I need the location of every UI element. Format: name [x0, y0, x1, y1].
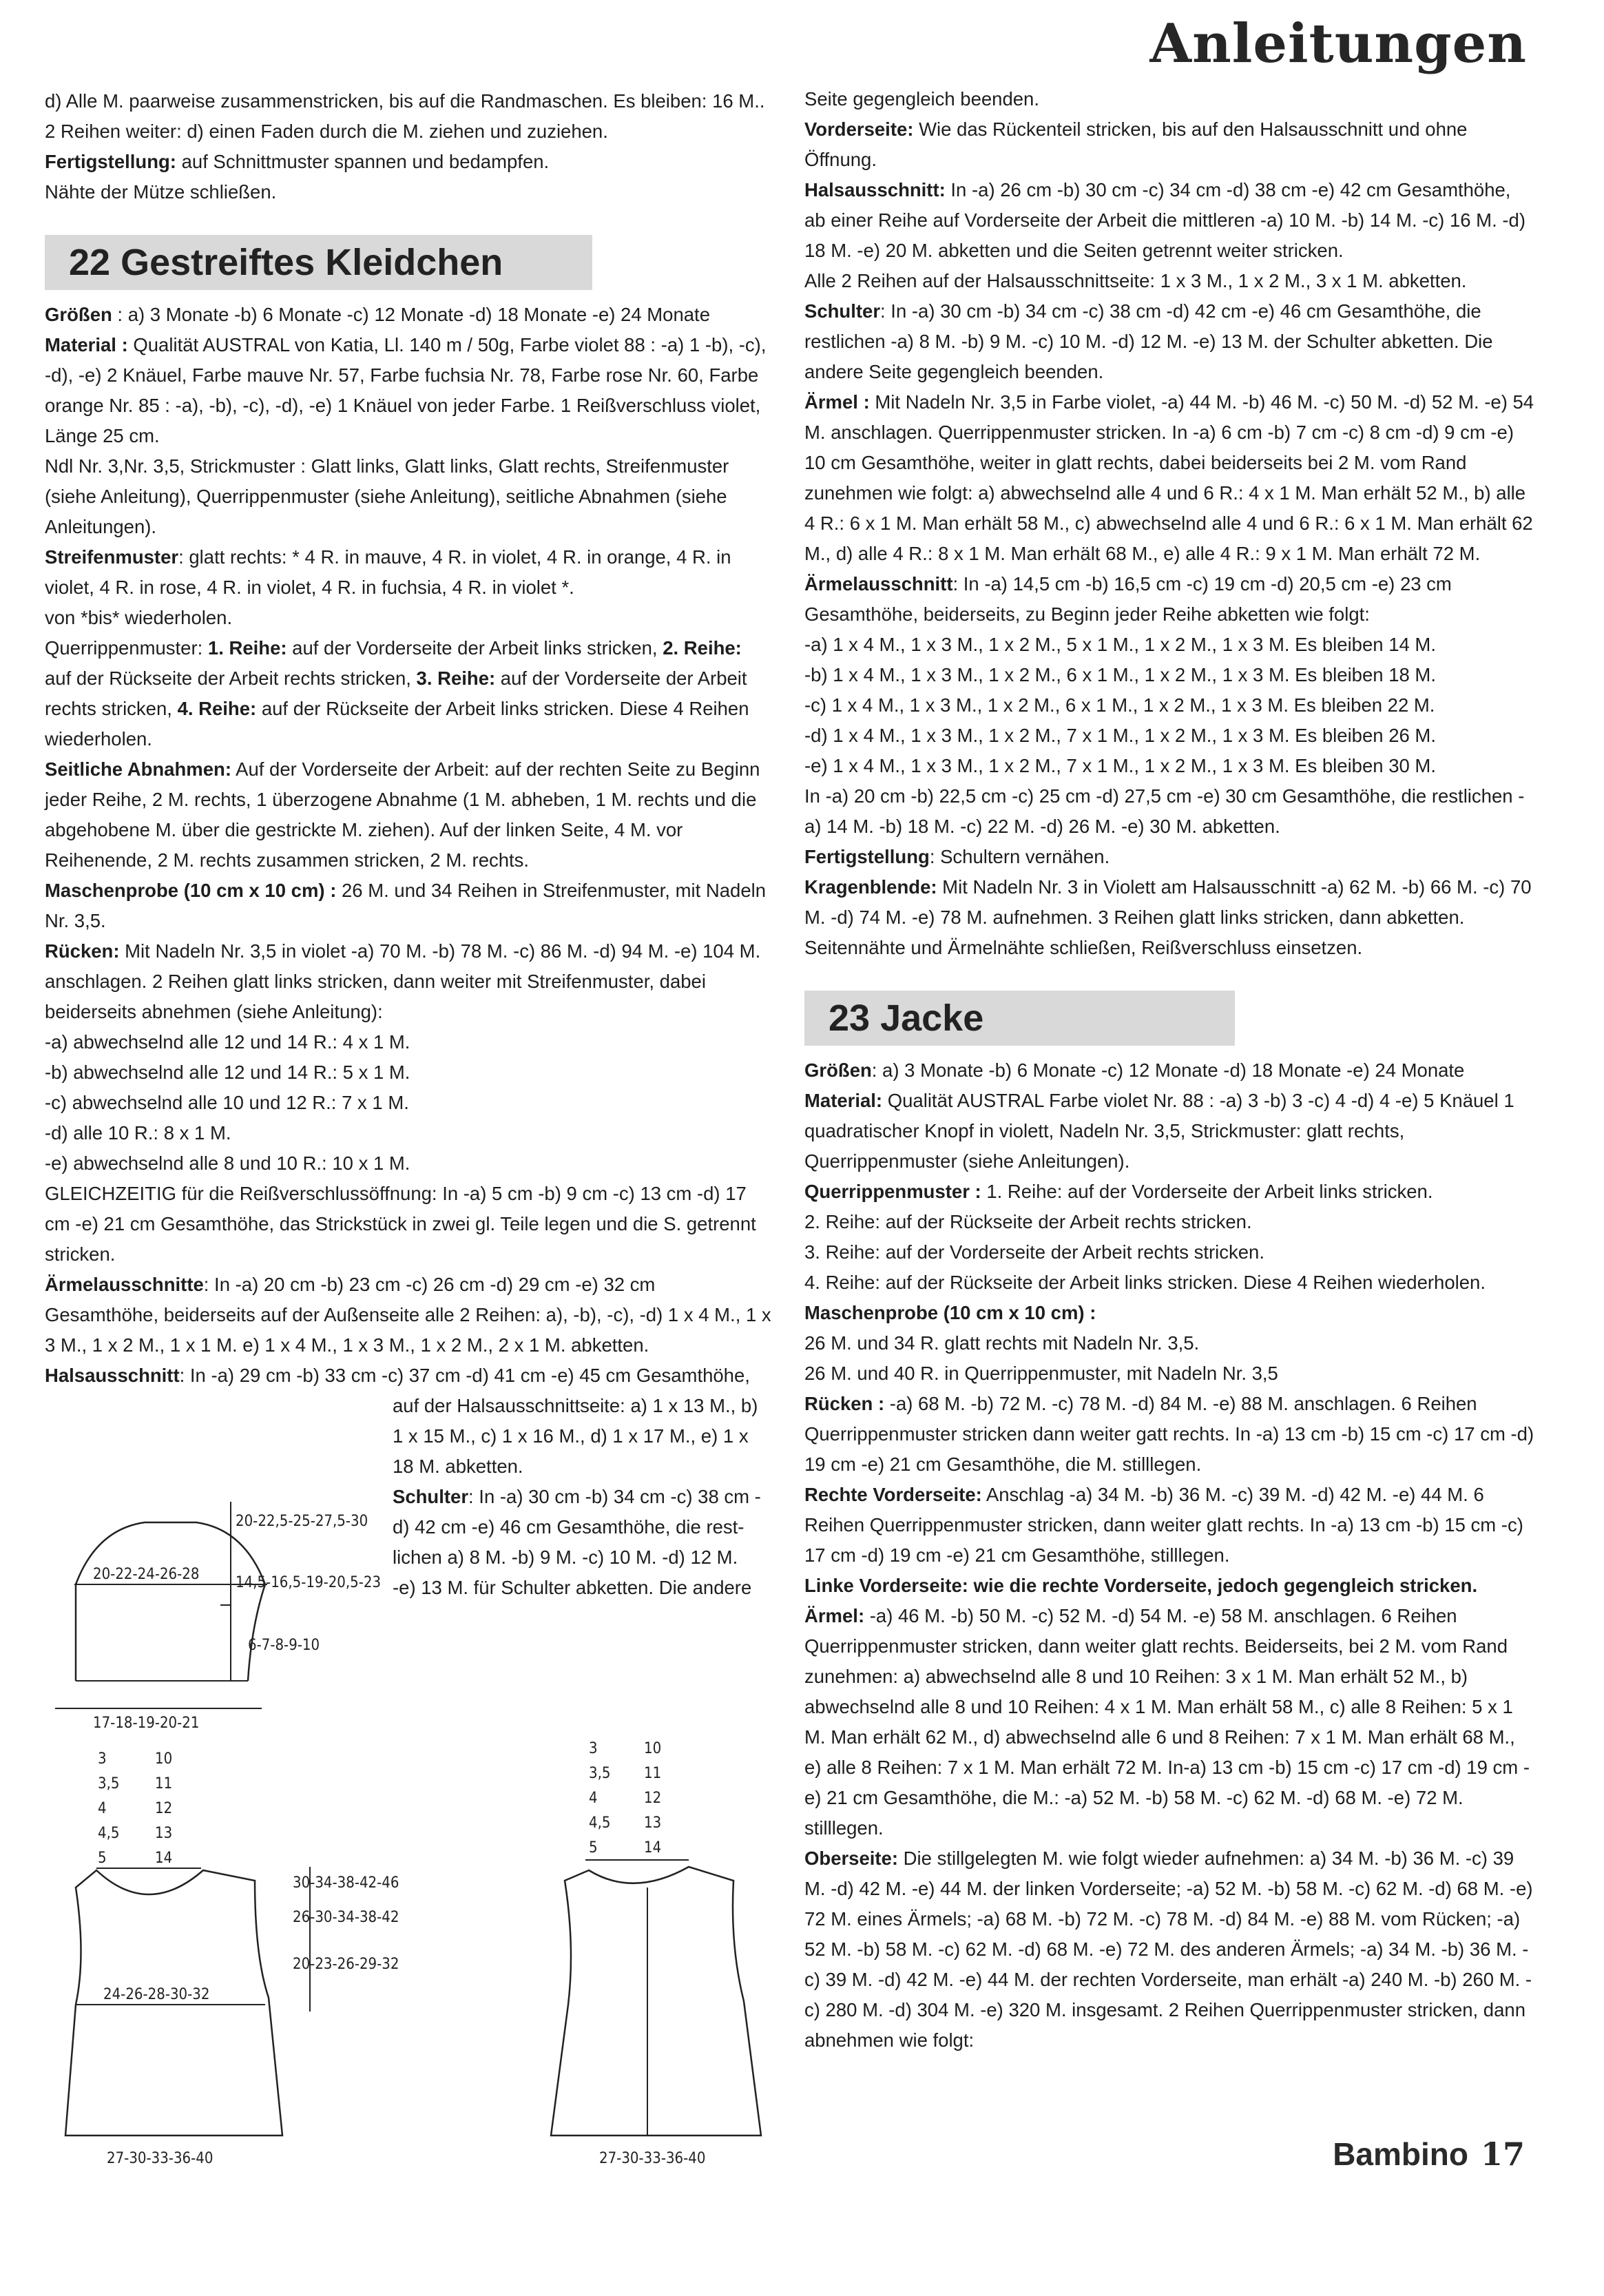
aermelausschnitt-paragraph: [804, 569, 1536, 630]
row-left: 5: [98, 1850, 107, 1867]
label: Schulter: [804, 300, 881, 322]
label: Oberseite:: [804, 1848, 899, 1869]
label: Ärmelausschnitt: [804, 573, 953, 594]
label: Größen: [804, 1059, 872, 1081]
text: Die stillgelegten M. wie folgt wieder aufnehmen: a) 34 M. -b) 36 M. -c) 39 M. -d) 42 M. -e) 44 M. der linken Vorderseite; -a) 52 M. -b) 58 M. -c) 62 M. -d) 68 M. -e) 72 M. eines Ärmels; -a) 68 M. -b) 72 M. -c) 78 M. -d) 84 M. -e) 88 M. vom Rücken; -a) 52 M. -b) 58 M. -c) 62 M. -d) 68 M. -e) 72 M. des anderen Ärmels; -a) 34 M. -b) 36 M. -c) 39 M. -d) 42 M. -e) 44 M. der rechten Vorderseite, man erhält -a) 240 M. -b) 260 M. -c) 280 M. -d) 304 M. -e) 320 M. insgesamt. 2 Reihen Querrippenmuster stricken, dann abnehmen wie folgt:: [804, 1848, 1533, 2051]
ruecken-line: -b) abwechselnd alle 12 und 14 R.: 5 x 1 M.: [45, 1062, 410, 1083]
text: -a) 68 M. -b) 72 M. -c) 78 M. -d) 84 M. -e) 88 M. anschlagen. 6 Reihen Querrippenmuster stricken dann weiter gatt rechts. In -a) 13 cm -b) 15 cm -c) 17 cm -d) 19 cm -e) 21 cm Gesamthöhe, die M. stilllegen.: [804, 1393, 1534, 1475]
dim-label: 20-22,5-25-27,5-30: [236, 1513, 368, 1530]
magazine-name: Bambino: [1333, 2136, 1468, 2172]
ruecken-line: -a) abwechselnd alle 12 und 14 R.: 4 x 1 M.: [45, 1031, 410, 1053]
text-line: Seite gegengleich beenden.: [804, 88, 1039, 110]
groessen-paragraph: [804, 1055, 1536, 1086]
label: Ärmel:: [804, 1605, 865, 1626]
dim-label: 17-18-19-20-21: [93, 1715, 200, 1732]
row-right: 14: [155, 1850, 173, 1867]
intro-line: 2 Reihen weiter: d) einen Faden durch die M. ziehen und zuziehen.: [45, 121, 608, 142]
row-right: 13: [644, 1814, 662, 1832]
text: : In -a) 30 cm -b) 34 cm -c) 38 cm -d) 42 cm -e) 46 cm Gesamthöhe, die restlichen -a) 8 M. -b) 9 M. -c) 10 M. -d) 12 M. -e) 13 M. der Schulter abketten. Die andere Seite gegengleich beenden.: [804, 300, 1493, 382]
text: 26 M. und 34 Reihen in Streifenmuster, mit Nadeln Nr. 3,5.: [45, 880, 767, 931]
intro-fertigstellung: [45, 147, 771, 177]
text: Mit Nadeln Nr. 3,5 in Farbe violet, -a) 44 M. -b) 46 M. -c) 50 M. -d) 52 M. -e) 54 M. anschlagen. Querrippenmuster stricken. In -a) 6 cm -b) 7 cm -c) 8 cm -d) 9 cm -e) 10 cm Gesamthöhe, weiter in glatt rechts, dabei beiderseits bei 2 M. vom Rand zunehmen wie folgt: a) abwechselnd alle 4 und 6 R.: 4 x 1 M. Man erhält 52 M., b) alle 4 R.: 6 x 1 M. Man erhält 58 M., c) abwechselnd alle 4 und 6 R.: 6 x 1 M. Man erhält 62 M., d) alle 4 R.: 8 x 1 M. Man erhält 68 M., e) alle 4 R.: 9 x 1 M. Man erhält 72 M.: [804, 391, 1534, 564]
hals-cont-line: auf der Halsausschnittseite: a) 1 x 13 M., b): [393, 1395, 758, 1416]
dim-label: 26-30-34-38-42: [293, 1909, 399, 1926]
text: auf der Vorderseite der Arbeit links stricken,: [287, 637, 663, 659]
dim-label: 27-30-33-36-40: [107, 2150, 213, 2167]
hals-cont-line: 18 M. abketten.: [393, 1456, 523, 1477]
label: Halsausschnitt: [45, 1365, 180, 1386]
dim-label: 24-26-28-30-32: [103, 1986, 210, 2003]
text: Qualität AUSTRAL von Katia, Ll. 140 m / 50g, Farbe violet 88 : -a) 1 -b), -c), -d), -e) 2 Knäuel, Farbe mauve Nr. 57, Farbe fuchsia Nr. 78, Farbe rose Nr. 60, Farbe orange Nr. 85 : -a), -b), -c), -d), -e) 1 Knäuel von jeder Farbe. 1 Reißverschluss violet, Länge 25 cm.: [45, 334, 767, 446]
label: 2. Reihe:: [663, 637, 742, 659]
diagram-outline: [76, 1584, 265, 1681]
aermelaus-line: -b) 1 x 4 M., 1 x 3 M., 1 x 2 M., 6 x 1 M., 1 x 2 M., 1 x 3 M. Es bleiben 18 M.: [804, 664, 1436, 685]
label: 4. Reihe:: [177, 698, 257, 719]
row-left: 5: [589, 1839, 598, 1857]
schulter-paragraph: [804, 296, 1536, 387]
row-left: 4,5: [98, 1825, 120, 1842]
aermelausschnitte-paragraph: [45, 1270, 771, 1361]
seitliche-paragraph: [45, 754, 771, 876]
aermel-paragraph: [804, 387, 1536, 569]
row-right: 14: [644, 1839, 662, 1857]
text: Wie das Rückenteil stricken, bis auf den Halsausschnitt und ohne Öffnung.: [804, 118, 1468, 170]
text: : glatt rechts: * 4 R. in mauve, 4 R. in violet, 4 R. in orange, 4 R. in violet, 4 R. in rose, 4 R. in violet, 4 R. in fuchsia, 4 R. in violet *.: [45, 546, 731, 598]
text: : a) 3 Monate -b) 6 Monate -c) 12 Monate -d) 18 Monate -e) 24 Monate: [112, 304, 710, 325]
text: -a) 46 M. -b) 50 M. -c) 52 M. -d) 54 M. -e) 58 M. anschlagen. 6 Reihen Querrippenmuster stricken, dann weiter glatt rechts. Beiderseits, bei 2 M. vom Rand zunehmen: a) abwechselnd alle 8 und 10 Reihen: 3 x 1 M. Man erhält 52 M., b) abwechselnd alle 8 und 10 Reihen: 4 x 1 M. Man erhält 58 M., c) alle 8 Reihen: 5 x 1 M. Man erhält 62 M., d) abwechselnd alle 6 und 8 Reihen: 7 x 1 M. Man erhält 68 M., e) alle 8 Reihen: 7 x 1 M. Man erhält 72 M. In-a) 13 cm -b) 15 cm -c) 17 cm -d) 19 cm -e) 21 cm Gesamthöhe, die M.: -a) 52 M. -b) 58 M. -c) 62 M. -d) 68 M. -e) 72 M. stilllegen.: [804, 1605, 1530, 1839]
label: Streifenmuster: [45, 546, 179, 568]
dim-label: 27-30-33-36-40: [599, 2150, 706, 2167]
page-number: 17: [1480, 2135, 1525, 2173]
material-paragraph: [45, 330, 771, 451]
text: In -a) 26 cm -b) 30 cm -c) 34 cm -d) 38 cm -e) 42 cm Gesamthöhe, ab einer Reihe auf Vorderseite der Arbeit die mittleren -a) 10 M. -b) 14 M. -c) 16 M. -d) 18 M. -e) 20 M. abketten und die Seiten getrennt weiter stricken.: [804, 179, 1525, 261]
ruecken-paragraph: [45, 936, 771, 1027]
text: : In -a) 30 cm -b) 34 cm -c) 38 cm -: [468, 1486, 761, 1507]
text: Qualität AUSTRAL Farbe violet Nr. 88 : -a) 3 -b) 3 -c) 4 -d) 4 -e) 5 Knäuel 1 quadratischer Knopf in violett, Nadeln Nr. 3,5, Strickmuster: glatt rechts, Querrippenmuster (siehe Anleitungen).: [804, 1090, 1514, 1172]
label: Halsausschnitt:: [804, 179, 946, 200]
label: Querrippenmuster :: [804, 1181, 981, 1202]
row-left: 4: [98, 1800, 107, 1817]
ruecken-line: -e) abwechselnd alle 8 und 10 R.: 10 x 1 M.: [45, 1152, 410, 1174]
section-22-heading: 22 Gestreiftes Kleidchen: [45, 235, 592, 290]
text: auf der Rückseite der Arbeit rechts stricken,: [45, 668, 417, 689]
linke-vorderseite-paragraph: Linke Vorderseite: wie die rechte Vorderseite, jedoch gegengleich stricken.: [804, 1575, 1478, 1596]
schulter-paragraph: [393, 1482, 771, 1512]
row-left: 4,5: [589, 1814, 611, 1832]
ruecken-line: -d) alle 10 R.: 8 x 1 M.: [45, 1122, 231, 1144]
label: Maschenprobe (10 cm x 10 cm) :: [45, 880, 337, 901]
row-right: 10: [644, 1740, 662, 1757]
querrippen-paragraph: [45, 633, 771, 754]
row-left: 3: [98, 1750, 107, 1768]
needles-paragraph: Ndl Nr. 3,Nr. 3,5, Strickmuster : Glatt links, Glatt links, Glatt rechts, Streifenmuster (siehe Anleitung), Querrippenmuster (siehe Anleitung), seitliche Abnahmen (siehe Anleitungen).: [45, 455, 729, 537]
right-column: [804, 84, 1536, 2056]
row-left: 3,5: [589, 1765, 611, 1782]
aermelaus-line: -a) 1 x 4 M., 1 x 3 M., 1 x 2 M., 5 x 1 M., 1 x 2 M., 1 x 3 M. Es bleiben 14 M.: [804, 634, 1436, 655]
streifen-paragraph: [45, 542, 771, 603]
dim-label: 20-23-26-29-32: [293, 1956, 399, 1973]
hals-cont-line: 1 x 15 M., c) 1 x 16 M., d) 1 x 17 M., e) 1 x: [393, 1425, 749, 1447]
section-23-heading: 23 Jacke: [804, 991, 1235, 1046]
label: 1. Reihe:: [207, 637, 287, 659]
material-paragraph: [804, 1086, 1536, 1177]
page-footer: [1333, 2135, 1525, 2173]
label: Ärmel :: [804, 391, 870, 413]
gleichzeitig-paragraph: GLEICHZEITIG für die Reißverschlussöffnung: In -a) 5 cm -b) 9 cm -c) 13 cm -d) 17 cm -e) 21 cm Gesamthöhe, das Strickstück in zwei gl. Teile legen und die S. getrennt stricken.: [45, 1183, 756, 1265]
aermelaus-line: -d) 1 x 4 M., 1 x 3 M., 1 x 2 M., 7 x 1 M., 1 x 2 M., 1 x 3 M. Es bleiben 26 M.: [804, 725, 1436, 746]
diagram-back-lower: [55, 1750, 441, 2167]
label: 3. Reihe:: [416, 668, 496, 689]
row-left: 3: [589, 1740, 598, 1757]
text: Auf der Vorderseite der Arbeit: auf der rechten Seite zu Beginn jeder Reihe, 2 M. rechts, 1 überzogene Abnahme (1 M. abheben, 1 M. rechts und die abgehobene M. über die gestrickte M. ziehen). Auf der linken Seite, 4 M. vor Reihenende, 2 M. rechts zusammen stricken, 2 M. rechts.: [45, 758, 760, 871]
text: : In -a) 20 cm -b) 23 cm -c) 26 cm -d) 29 cm -e) 32 cm Gesamthöhe, beiderseits auf der Außenseite alle 2 Reihen: a), -b), -c), -d) 1 x 4 M., 1 x 3 M., 1 x 2 M., 1 x 1 M. e) 1 x 4 M., 1 x 3 M., 1 x 2 M., 2 x 1 M. abketten.: [45, 1274, 771, 1356]
label: Größen: [45, 304, 112, 325]
dim-label: 14,5-16,5-19-20,5-23: [236, 1574, 382, 1591]
kragenblende-paragraph: [804, 872, 1536, 963]
aermelaus-end: In -a) 20 cm -b) 22,5 cm -c) 25 cm -d) 27,5 cm -e) 30 cm Gesamthöhe, die restlichen -a) 14 M. -b) 18 M. -c) 22 M. -d) 26 M. -e) 30 M. abketten.: [804, 785, 1525, 837]
text: Mit Nadeln Nr. 3 in Violett am Halsausschnitt -a) 62 M. -b) 66 M. -c) 70 M. -d) 74 M. -e) 78 M. aufnehmen. 3 Reihen glatt links stricken, dann abketten. Seitennähte und Ärmelnähte schließen, Reißverschluss einsetzen.: [804, 876, 1532, 958]
groessen-paragraph: [45, 300, 771, 330]
aermelaus-line: -c) 1 x 4 M., 1 x 3 M., 1 x 2 M., 6 x 1 M., 1 x 2 M., 1 x 3 M. Es bleiben 22 M.: [804, 694, 1435, 716]
text: auf Schnittmuster spannen und bedampfen.: [176, 151, 550, 172]
row-left: 4: [589, 1790, 598, 1807]
halsausschnitt-paragraph: [45, 1361, 771, 1391]
label: Rücken:: [45, 940, 120, 962]
fertigstellung-paragraph: [804, 842, 1536, 872]
text: Mit Nadeln Nr. 3,5 in violet -a) 70 M. -b) 78 M. -c) 86 M. -d) 94 M. -e) 104 M. anschlagen. 2 Reihen glatt links stricken, dann weiter mit Streifenmuster, dabei beiderseits abnehmen (siehe Anleitung):: [45, 940, 761, 1022]
row-right: 12: [155, 1800, 173, 1817]
label: Rücken :: [804, 1393, 885, 1414]
row-right: 13: [155, 1825, 173, 1842]
label: Kragenblende:: [804, 876, 937, 898]
schulter-cont-line: d) 42 cm -e) 46 cm Gesamthöhe, die rest-: [393, 1516, 744, 1538]
left-column: [45, 86, 771, 1603]
ruecken-paragraph: [804, 1389, 1536, 1480]
text: : In -a) 29 cm -b) 33 cm -c) 37 cm -d) 41 cm -e) 45 cm Gesamthöhe,: [179, 1365, 750, 1386]
halsausschnitt-paragraph: [804, 175, 1536, 266]
text: 1. Reihe: auf der Vorderseite der Arbeit links stricken.: [981, 1181, 1433, 1202]
vorderseite-paragraph: [804, 114, 1536, 175]
label: Rechte Vorderseite:: [804, 1484, 982, 1505]
text-line: Alle 2 Reihen auf der Halsausschnittseite: 1 x 3 M., 1 x 2 M., 3 x 1 M. abketten.: [804, 270, 1467, 291]
page-title: Anleitungen: [1149, 12, 1527, 75]
querrippen-line: 4. Reihe: auf der Rückseite der Arbeit links stricken. Diese 4 Reihen wiederholen.: [804, 1272, 1486, 1293]
row-right: 11: [644, 1765, 662, 1782]
intro-line: Nähte der Mütze schließen.: [45, 181, 277, 203]
maschenprobe-line: 26 M. und 40 R. in Querrippenmuster, mit Nadeln Nr. 3,5: [804, 1363, 1278, 1384]
label: Vorderseite:: [804, 118, 914, 140]
label: Material:: [804, 1090, 883, 1111]
aermel-jacke-paragraph: [804, 1601, 1536, 1843]
maschenprobe-line: 26 M. und 34 R. glatt rechts mit Nadeln Nr. 3,5.: [804, 1332, 1200, 1354]
text: : Schultern vernähen.: [929, 846, 1110, 867]
label: Fertigstellung: [804, 846, 930, 867]
text: auf der Rückseite der Arbeit links stricken. Diese 4 Reihen wiederholen.: [45, 698, 749, 749]
row-right: 10: [155, 1750, 173, 1768]
ruecken-line: -c) abwechselnd alle 10 und 12 R.: 7 x 1 M.: [45, 1092, 409, 1113]
diagram-front: [551, 1739, 813, 2167]
schulter-cont-line: lichen a) 8 M. -b) 9 M. -c) 10 M. -d) 12 M.: [393, 1547, 738, 1568]
diagram-back-upper: [55, 1502, 413, 1732]
oberseite-paragraph: [804, 1843, 1536, 2056]
querrippen-line: 2. Reihe: auf der Rückseite der Arbeit rechts stricken.: [804, 1211, 1252, 1232]
label: Seitliche Abnahmen:: [45, 758, 231, 780]
label: Ärmelausschnitte: [45, 1274, 204, 1295]
intro-line: d) Alle M. paarweise zusammenstricken, bis auf die Randmaschen. Es bleiben: 16 M..: [45, 90, 765, 112]
text: : a) 3 Monate -b) 6 Monate -c) 12 Monate -d) 18 Monate -e) 24 Monate: [871, 1059, 1465, 1081]
text: Querrippenmuster:: [45, 637, 208, 659]
querrippen-paragraph: [804, 1177, 1536, 1207]
streifen-repeat: von *bis* wiederholen.: [45, 607, 233, 628]
aermelaus-line: -e) 1 x 4 M., 1 x 3 M., 1 x 2 M., 7 x 1 M., 1 x 2 M., 1 x 3 M. Es bleiben 30 M.: [804, 755, 1436, 776]
diagram-outline: [551, 1867, 761, 2135]
querrippen-line: 3. Reihe: auf der Vorderseite der Arbeit rechts stricken.: [804, 1241, 1264, 1263]
text: Anschlag -a) 34 M. -b) 36 M. -c) 39 M. -d) 42 M. -e) 44 M. 6 Reihen Querrippenmuster stricken, dann weiter glatt rechts. In -a) 13 cm -b) 15 cm -c) 17 cm -d) 19 cm -e) 21 cm Gesamthöhe, stilllegen.: [804, 1484, 1523, 1566]
rechte-vorderseite-paragraph: [804, 1480, 1536, 1571]
label: Schulter: [393, 1486, 469, 1507]
label: Fertigstellung:: [45, 151, 176, 172]
label: Material :: [45, 334, 128, 355]
dim-label: 6-7-8-9-10: [248, 1637, 320, 1654]
row-right: 11: [155, 1775, 173, 1792]
text: : In -a) 14,5 cm -b) 16,5 cm -c) 19 cm -d) 20,5 cm -e) 23 cm Gesamthöhe, beiderseits, zu Beginn jeder Reihe abketten wie folgt:: [804, 573, 1452, 625]
maschenprobe-label: Maschenprobe (10 cm x 10 cm) :: [804, 1302, 1096, 1323]
row-right: 12: [644, 1790, 662, 1807]
dim-label: 30-34-38-42-46: [293, 1874, 399, 1892]
row-left: 3,5: [98, 1775, 120, 1792]
dim-label: 20-22-24-26-28: [93, 1566, 200, 1583]
schulter-cont-line: -e) 13 M. für Schulter abketten. Die andere: [393, 1577, 752, 1598]
text: auf der Vorderseite der Arbeit rechts stricken,: [45, 668, 747, 719]
maschenprobe-paragraph: [45, 876, 771, 936]
